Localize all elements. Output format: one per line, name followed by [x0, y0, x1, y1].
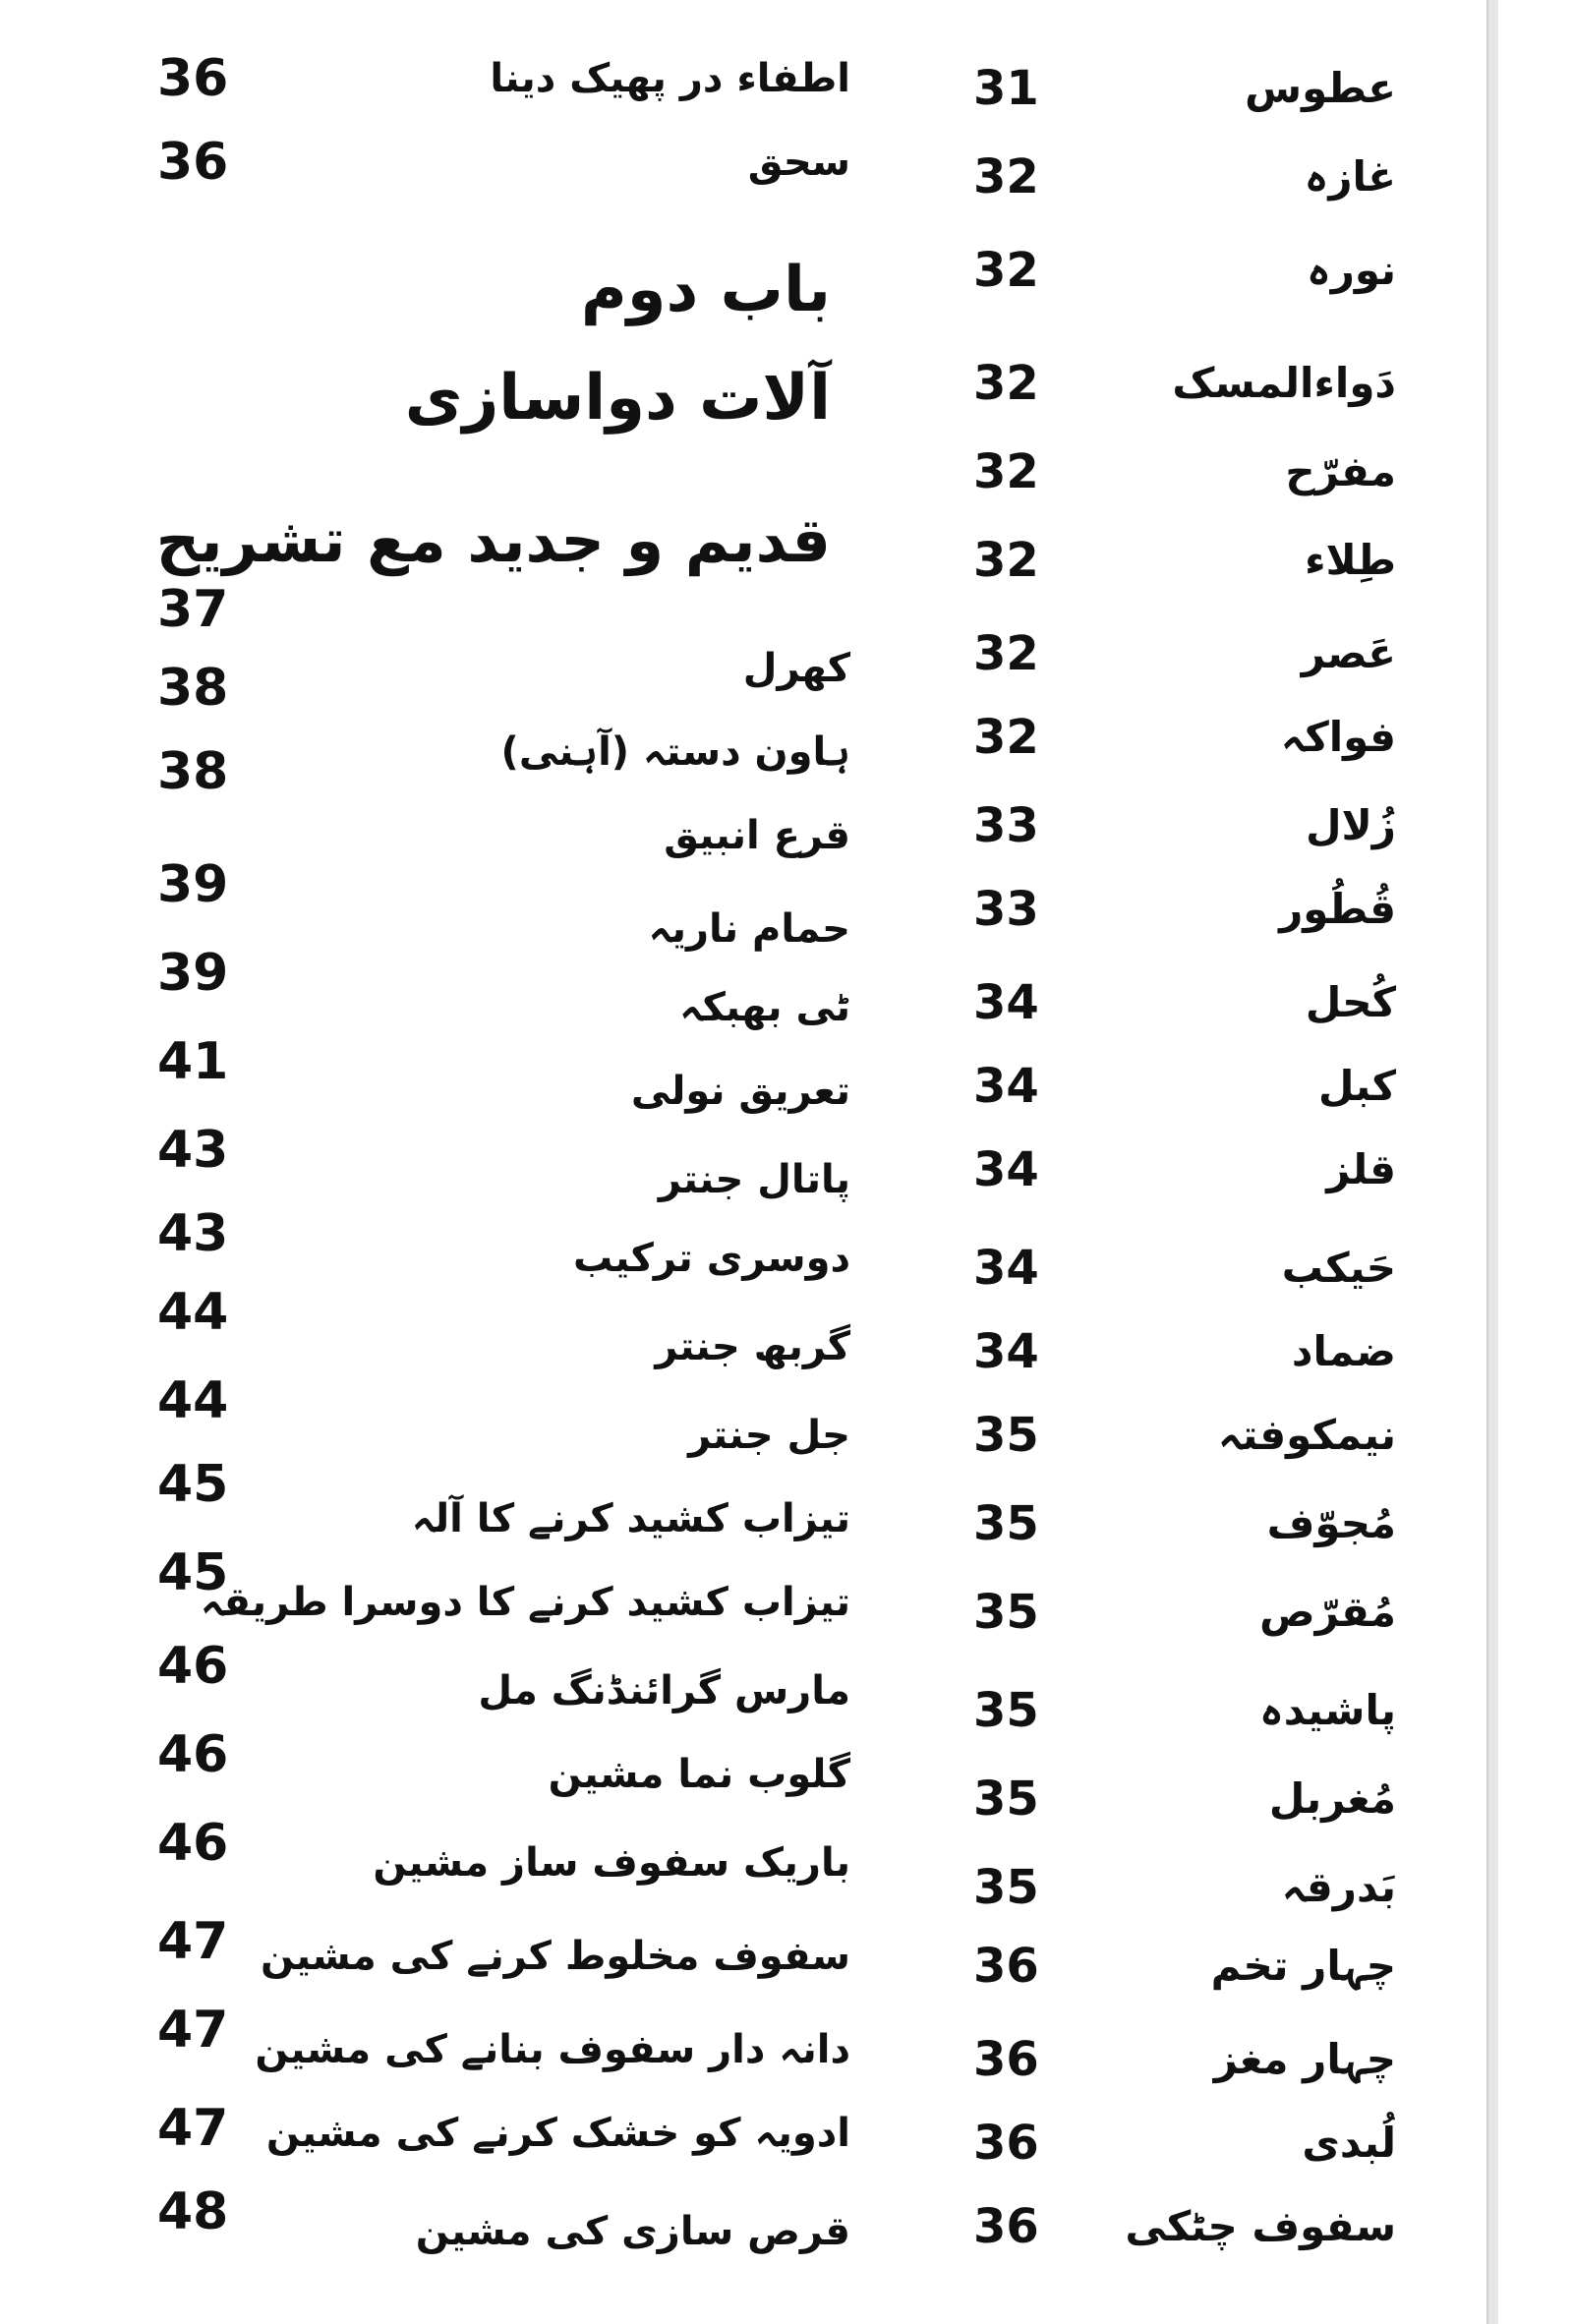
right-page-number: 33 [973, 798, 1039, 853]
left-term: سحق [747, 140, 850, 185]
left-term: اطفاء در پھیک دینا [490, 56, 850, 101]
right-term: سفوف چٹکی [1125, 2202, 1396, 2250]
right-term: نورہ [1307, 246, 1396, 294]
left-term: باریک سفوف ساز مشین [373, 1840, 850, 1886]
left-page-number: 44 [157, 1371, 229, 1430]
right-term: دَواءالمسک [1172, 359, 1396, 407]
left-term: جل جنتر [688, 1413, 850, 1458]
right-page-number: 34 [973, 1059, 1039, 1114]
left-page-number: 43 [157, 1121, 229, 1180]
right-page-number: 33 [973, 882, 1039, 937]
right-term: مُقرّص [1259, 1588, 1396, 1636]
right-page-number: 32 [973, 356, 1039, 411]
right-page-number: 34 [973, 1142, 1039, 1197]
left-index-row [0, 1307, 1485, 1430]
left-term: تیزاب کشید کرنے کا آلہ [411, 1496, 850, 1541]
left-term: دوسری ترکیب [572, 1236, 850, 1281]
right-page-number: 36 [973, 1939, 1039, 1994]
left-term: ادویہ کو خشک کرنے کی مشین [265, 2111, 850, 2156]
left-term: ٹی بھبکہ [679, 985, 850, 1030]
left-page-number: 47 [157, 1912, 229, 1971]
left-page-number: 45 [157, 1455, 229, 1514]
left-index-row [0, 1396, 1485, 1514]
left-page-number: 46 [157, 1814, 229, 1873]
right-page-number: 35 [973, 1860, 1039, 1915]
right-term: فواکہ [1280, 713, 1396, 761]
right-term: نیمکوفتہ [1217, 1411, 1396, 1459]
right-page-number: 35 [973, 1585, 1039, 1640]
right-term: غازہ [1304, 152, 1396, 201]
left-index-row [0, 1219, 1485, 1342]
right-page-number: 34 [973, 1324, 1039, 1379]
left-page-number: 44 [157, 1283, 229, 1342]
left-term: دانہ دار سفوف بنانے کی مشین [255, 2027, 850, 2072]
left-term: حمام ناریہ [648, 906, 850, 952]
right-term: طِلاء [1305, 536, 1396, 584]
left-term: کھرل [742, 646, 850, 691]
left-index-row [0, 713, 1485, 801]
left-term: پاتال جنتر [658, 1157, 850, 1202]
right-page-number: 36 [973, 2199, 1039, 2254]
left-page-number: 48 [157, 2182, 229, 2241]
chapter-title-heading: آلات دواسازی [404, 362, 831, 435]
right-term: مفرّح [1285, 447, 1396, 495]
right-term: حَیکب [1281, 1244, 1396, 1292]
right-term: چہار مغز [1213, 2035, 1396, 2083]
left-term: گربھ جنتر [655, 1324, 850, 1369]
chapter-number-heading: باب دوم [580, 254, 831, 326]
right-term: قلز [1326, 1145, 1396, 1193]
left-index-row [0, 2192, 1485, 2271]
left-page-number: 46 [157, 1637, 229, 1696]
right-page-number: 32 [973, 243, 1039, 298]
left-page-number: 36 [157, 49, 229, 108]
right-page-number: 31 [973, 61, 1039, 116]
right-page-number: 32 [973, 626, 1039, 681]
left-index-row [0, 133, 1485, 216]
left-term: قرع انبیق [664, 813, 850, 858]
left-term: تیزاب کشید کرنے کا دوسرا طریقہ [200, 1580, 850, 1625]
left-term: مارس گرائنڈنگ مل [478, 1668, 850, 1714]
right-page-number: 32 [973, 149, 1039, 204]
right-term: چہار تخم [1210, 1942, 1396, 1990]
right-page-number: 35 [973, 1772, 1039, 1827]
right-page-number: 35 [973, 1683, 1039, 1738]
right-page-number: 34 [973, 975, 1039, 1030]
left-term: گلوب نما مشین [548, 1752, 850, 1797]
right-term: لُبدی [1302, 2119, 1396, 2167]
left-term: قرص سازی کی مشین [415, 2209, 850, 2254]
left-page-number: 45 [157, 1543, 229, 1602]
left-index-row [0, 629, 1485, 718]
right-term: زُلال [1306, 801, 1396, 849]
right-term: مُجوّف [1266, 1499, 1396, 1547]
chapter-subtitle-heading: قدیم و جدید مع تشریح [155, 504, 831, 576]
right-page-number: 32 [973, 710, 1039, 765]
right-page-number: 32 [973, 533, 1039, 588]
page-edge [1486, 0, 1498, 2324]
right-page-number: 35 [973, 1408, 1039, 1463]
left-page-number: 47 [157, 2099, 229, 2158]
right-term: بَدرقہ [1281, 1863, 1396, 1911]
right-term: عَصر [1301, 629, 1396, 677]
left-page-number: 39 [157, 944, 229, 1003]
left-page-number: 38 [157, 742, 229, 801]
left-page-number: 37 [157, 580, 229, 639]
right-page-number: 35 [973, 1496, 1039, 1551]
left-page-number: 39 [157, 855, 229, 914]
left-index-row [0, 1480, 1485, 1602]
left-page-number: 46 [157, 1725, 229, 1784]
right-page-number: 36 [973, 2032, 1039, 2087]
right-term: کبل [1317, 1062, 1396, 1110]
right-term: کُحل [1305, 978, 1396, 1026]
left-page-number: 41 [157, 1032, 229, 1091]
right-page-number: 36 [973, 2116, 1039, 2171]
left-term: تعریق نولی [630, 1069, 850, 1114]
right-term: ضماد [1291, 1327, 1396, 1375]
left-term: ہاون دستہ (آہنی) [500, 729, 850, 775]
left-page-number: 38 [157, 659, 229, 718]
right-term: عطوس [1245, 64, 1396, 112]
left-page-number: 43 [157, 1204, 229, 1263]
right-term: قُطُور [1279, 885, 1396, 933]
right-term: مُغربل [1268, 1774, 1396, 1823]
right-page-number: 34 [973, 1241, 1039, 1296]
left-page-number: 47 [157, 2001, 229, 2060]
right-term: پاشیدہ [1259, 1686, 1396, 1734]
left-term: سفوف مخلوط کرنے کی مشین [260, 1934, 850, 1979]
right-page-number: 32 [973, 444, 1039, 499]
left-page-number: 36 [157, 133, 229, 192]
